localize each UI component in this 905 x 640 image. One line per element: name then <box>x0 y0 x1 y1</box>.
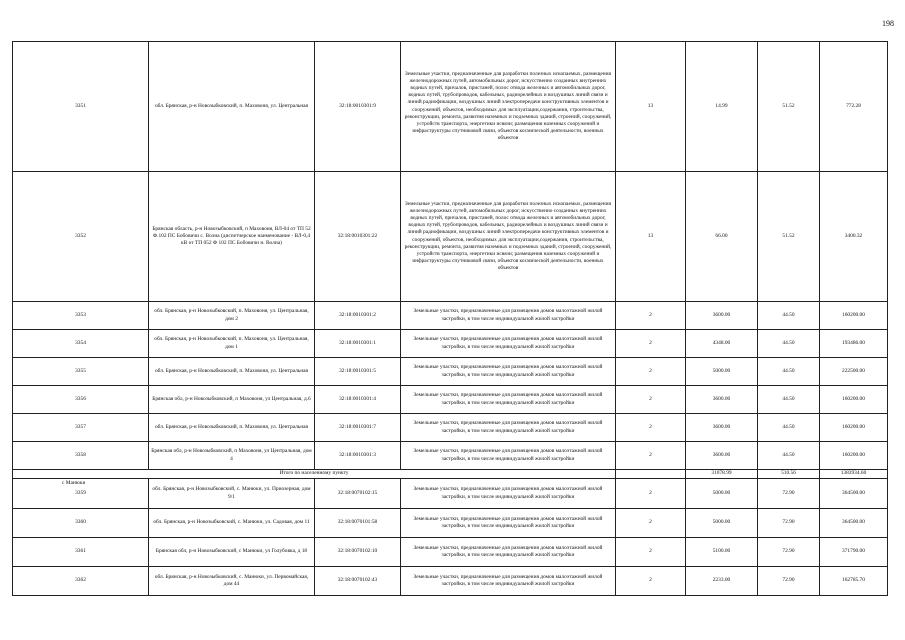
rate-cell: 44.50 <box>758 386 820 414</box>
value-cell: 222500.00 <box>820 358 888 386</box>
area-cell: 5000.00 <box>686 479 758 509</box>
land-use-cell: Земельные участки, предназначенные для разработки полезных ископаемых, размещения железнодорожных путей, автомобильных дорог, искусственно созданных внутренних водных путей, причалов, пристаней, полос отвода железных и автомобильных дорог, водных путей, трубопроводов, кабельных, радиорелейных и воздушных линий связи и линий радиофикации, воздушных линий электропередачи конструктивных элементов и сооружений, объектов, необходимых для эксплуатации,содержания, строительства, реконструкции, ремонта, развития наземных и подземных зданий, строений, сооружений, устройств транспорта, энергетики исвязи; размещения наземных сооружений и инфраструктуры спутниковой связи, объектов космической деятельности, военных объектов <box>401 172 616 302</box>
address-cell: обл. Брянская, р-н Новозыбковский, с. Манюки, ул. Первомайская, дом 44 <box>149 567 315 596</box>
group-cell: 2 <box>616 442 686 470</box>
table-row <box>13 42 888 172</box>
value-cell: 364500.00 <box>820 479 888 509</box>
row-number: 3362 <box>13 567 149 596</box>
row-number: 3357 <box>13 414 149 442</box>
cadastral-number-cell: 32:18:0010301:9 <box>315 42 401 172</box>
table-row <box>13 538 888 567</box>
area-cell: 3600.00 <box>686 414 758 442</box>
cadastral-number-cell: 32:18:0010301:1 <box>315 330 401 358</box>
land-use-cell: Земельные участки, предназначенные для размещения домов малоэтажной жилой застройки, в том числе индивидуальной жилой застройки <box>401 538 616 567</box>
area-cell: 5100.00 <box>686 538 758 567</box>
area-cell: 14.99 <box>686 42 758 172</box>
row-number: 3352 <box>13 172 149 302</box>
total-group-cell <box>616 470 686 479</box>
value-cell: 160200.00 <box>820 442 888 470</box>
area-cell: 5000.00 <box>686 509 758 538</box>
cadastral-number-cell: 32:18:0070101:58 <box>315 509 401 538</box>
value-cell: 371790.00 <box>820 538 888 567</box>
value-cell: 160200.00 <box>820 302 888 330</box>
address-cell: обл. Брянская, р-н Новозыбковский, п. Маховоня, ул. Центральная <box>149 358 315 386</box>
area-cell: 5000.00 <box>686 358 758 386</box>
table-row <box>13 442 888 470</box>
land-use-cell: Земельные участки, предназначенные для размещения домов малоэтажной жилой застройки, в том числе индивидуальной жилой застройки <box>401 330 616 358</box>
table-row <box>13 386 888 414</box>
address-cell: обл. Брянская, р-н Новозыбковский, с. Манюки, ул. Приозерная, дом 9/1 <box>149 479 315 509</box>
cadastral-number-cell: 32:18:0010301:2 <box>315 302 401 330</box>
rate-cell: 51.52 <box>758 42 820 172</box>
group-cell: 13 <box>616 42 686 172</box>
settlement-total-row <box>13 470 888 479</box>
group-cell: 2 <box>616 414 686 442</box>
row-number: 3360 <box>13 509 149 538</box>
address-cell: Брянская обл, р-н Новозыбковский, п Маховоня, ул Центральная, дом 4 <box>149 442 315 470</box>
row-number: 3354 <box>13 330 149 358</box>
group-cell: 2 <box>616 358 686 386</box>
row-number: 3359 <box>13 479 149 509</box>
group-cell: 2 <box>616 330 686 358</box>
rate-cell: 44.50 <box>758 302 820 330</box>
total-rate-cell: 510.56 <box>758 470 820 479</box>
area-cell: 66.00 <box>686 172 758 302</box>
row-number: 3358 <box>13 442 149 470</box>
land-use-cell: Земельные участки, предназначенные для размещения домов малоэтажной жилой застройки, в том числе индивидуальной жилой застройки <box>401 479 616 509</box>
address-cell: обл. Брянская, р-н Новозыбковский, п. Маховоня, ул. Центральная, дом 1 <box>149 330 315 358</box>
group-cell: 2 <box>616 302 686 330</box>
land-use-cell: Земельные участки, предназначенные для размещения домов малоэтажной жилой застройки, в том числе индивидуальной жилой застройки <box>401 414 616 442</box>
total-value-cell: 1383934.60 <box>820 470 888 479</box>
row-number: 3353 <box>13 302 149 330</box>
group-cell: 2 <box>616 567 686 596</box>
rate-cell: 44.50 <box>758 442 820 470</box>
rate-cell: 44.50 <box>758 330 820 358</box>
cadastral-number-cell: 32:18:0010301:4 <box>315 386 401 414</box>
cadastral-number-cell: 32:18:0070102:15 <box>315 479 401 509</box>
row-number: 3355 <box>13 358 149 386</box>
value-cell: 772.28 <box>820 42 888 172</box>
land-use-cell: Земельные участки, предназначенные для размещения домов малоэтажной жилой застройки, в том числе индивидуальной жилой застройки <box>401 442 616 470</box>
address-cell: Брянская обл, р-н Новозыбковский, с Манюки, ул Голубовка, д 18 <box>149 538 315 567</box>
table-row <box>13 302 888 330</box>
group-cell: 2 <box>616 479 686 509</box>
address-cell: Брянская обл, р-н Новозыбковский, п Маховоня, ул Центральная, д.6 <box>149 386 315 414</box>
cadastral-number-cell: 32:18:0010301:7 <box>315 414 401 442</box>
area-cell: 3600.00 <box>686 442 758 470</box>
area-cell: 3600.00 <box>686 302 758 330</box>
row-number: 3351 <box>13 42 149 172</box>
table-row <box>13 172 888 302</box>
cadastral-number-cell: 32:18:0070102:10 <box>315 538 401 567</box>
cadastral-value-table <box>12 41 888 596</box>
rate-cell: 44.50 <box>758 358 820 386</box>
rate-cell: 72.90 <box>758 567 820 596</box>
rate-cell: 72.90 <box>758 479 820 509</box>
area-cell: 4348.00 <box>686 330 758 358</box>
address-cell: обл. Брянская, р-н Новозыбковский, п. Маховоня, ул. Центральная <box>149 42 315 172</box>
total-label: Итого по населенному пункту <box>13 470 616 479</box>
row-number: 3361 <box>13 538 149 567</box>
land-use-cell: Земельные участки, предназначенные для размещения домов малоэтажной жилой застройки, в том числе индивидуальной жилой застройки <box>401 358 616 386</box>
value-cell: 160200.00 <box>820 386 888 414</box>
group-cell: 2 <box>616 509 686 538</box>
land-use-cell: Земельные участки, предназначенные для размещения домов малоэтажной жилой застройки, в том числе индивидуальной жилой застройки <box>401 302 616 330</box>
row-number: 3356 <box>13 386 149 414</box>
rate-cell: 44.50 <box>758 414 820 442</box>
group-cell: 13 <box>616 172 686 302</box>
table-row <box>13 567 888 596</box>
table-row <box>13 509 888 538</box>
land-use-cell: Земельные участки, предназначенные для разработки полезных ископаемых, размещения железнодорожных путей, автомобильных дорог, искусственно созданных внутренних водных путей, причалов, пристаней, полос отвода железных и автомобильных дорог, водных путей, трубопроводов, кабельных, радиорелейных и воздушных линий связи и линий радиофикации, воздушных линий электропередачи конструктивных элементов и сооружений, объектов, необходимых для эксплуатации,содержания, строительства, реконструкции, ремонта, развития наземных и подземных зданий, строений, сооружений, устройств транспорта, энергетики исвязи; размещения наземных сооружений и инфраструктуры спутниковой связи, объектов космической деятельности, военных объектов <box>401 42 616 172</box>
value-cell: 3400.32 <box>820 172 888 302</box>
page-number: 198 <box>882 19 894 28</box>
address-cell: обл. Брянская, р-н Новозыбковский, п. Маховоня, ул. Центральная, дом 2 <box>149 302 315 330</box>
value-cell: 193486.00 <box>820 330 888 358</box>
table-row <box>13 414 888 442</box>
cadastral-number-cell: 32:18:0010301:22 <box>315 172 401 302</box>
cadastral-number-cell: 32:18:0010301:3 <box>315 442 401 470</box>
rate-cell: 72.90 <box>758 509 820 538</box>
value-cell: 162785.70 <box>820 567 888 596</box>
area-cell: 2233.00 <box>686 567 758 596</box>
cadastral-number-cell: 32:18:0010301:5 <box>315 358 401 386</box>
rate-cell: 51.52 <box>758 172 820 302</box>
value-cell: 160200.00 <box>820 414 888 442</box>
land-use-cell: Земельные участки, предназначенные для размещения домов малоэтажной жилой застройки, в том числе индивидуальной жилой застройки <box>401 567 616 596</box>
land-use-cell: Земельные участки, предназначенные для размещения домов малоэтажной жилой застройки, в том числе индивидуальной жилой застройки <box>401 386 616 414</box>
address-cell: Брянская область, р-н Новозыбковский, п Маховоня, ВЛ-04 от ТП 52 Ф.102 ПС Бобовичи с. Волна (диспетчерское наименование - ВЛ-0,4 кВ от ТП 052 Ф 102 ПС Бобовичи н. Волна) <box>149 172 315 302</box>
table-row <box>13 358 888 386</box>
address-cell: обл. Брянская, р-н Новозыбковский, п. Маховоня, ул. Центральная <box>149 414 315 442</box>
group-cell: 2 <box>616 538 686 567</box>
total-area-cell: 31078.99 <box>686 470 758 479</box>
settlement-name: с Манюки <box>62 480 86 486</box>
area-cell: 3600.00 <box>686 386 758 414</box>
value-cell: 364500.00 <box>820 509 888 538</box>
table-row <box>13 330 888 358</box>
cadastral-number-cell: 32:18:0070102:43 <box>315 567 401 596</box>
table-row <box>13 479 888 509</box>
group-cell: 2 <box>616 386 686 414</box>
address-cell: обл. Брянская, р-н Новозыбковский, с. Манюки, ул. Садовая, дом 11 <box>149 509 315 538</box>
land-use-cell: Земельные участки, предназначенные для размещения домов малоэтажной жилой застройки, в том числе индивидуальной жилой застройки <box>401 509 616 538</box>
rate-cell: 72.90 <box>758 538 820 567</box>
